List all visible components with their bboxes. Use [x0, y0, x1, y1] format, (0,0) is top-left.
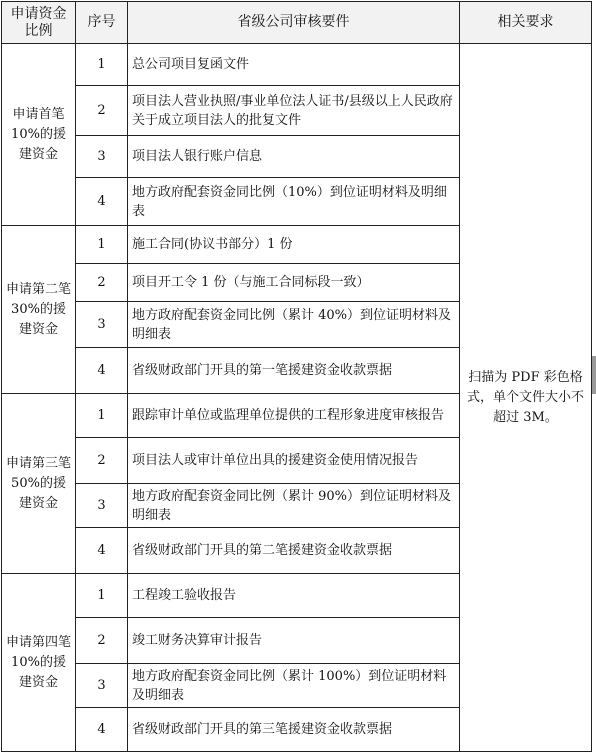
doc-cell: 项目开工令 1 份（与施工合同标段一致） [128, 264, 460, 302]
seq-cell: 2 [76, 264, 128, 302]
requirements-table [1, 1, 592, 752]
doc-cell: 竣工财务决算审计报告 [128, 618, 460, 664]
seq-cell: 4 [76, 178, 128, 226]
doc-cell: 地方政府配套资金同比例（累计 40%）到位证明材料及明细表 [128, 302, 460, 348]
seq-cell: 2 [76, 86, 128, 136]
seq-cell: 4 [76, 528, 128, 574]
requirement-cell: 扫描为 PDF 彩色格式，单个文件大小不超过 3M。 [460, 44, 592, 752]
seq-cell: 2 [76, 618, 128, 664]
seq-cell: 1 [76, 44, 128, 86]
stage-cell: 申请第三笔 50%的援建资金 [2, 394, 76, 574]
doc-cell: 省级财政部门开具的第一笔援建资金收款票据 [128, 348, 460, 394]
doc-cell: 总公司项目复函文件 [128, 44, 460, 86]
seq-cell: 1 [76, 394, 128, 438]
seq-cell: 1 [76, 226, 128, 264]
table-row [2, 44, 592, 86]
header-docs: 省级公司审核要件 [128, 2, 460, 44]
header-seq: 序号 [76, 2, 128, 44]
doc-cell: 地方政府配套资金同比例（累计 90%）到位证明材料及明细表 [128, 484, 460, 528]
doc-cell: 跟踪审计单位或监理单位提供的工程形象进度审核报告 [128, 394, 460, 438]
header-row [2, 2, 592, 44]
doc-cell: 地方政府配套资金同比例（累计 100%）到位证明材料及明细表 [128, 664, 460, 708]
seq-cell: 4 [76, 348, 128, 394]
scrollbar-thumb[interactable] [592, 356, 596, 394]
seq-cell: 3 [76, 484, 128, 528]
header-requirement: 相关要求 [460, 2, 592, 44]
seq-cell: 3 [76, 136, 128, 178]
stage-cell: 申请第四笔 10%的援建资金 [2, 574, 76, 752]
doc-cell: 项目法人或审计单位出具的援建资金使用情况报告 [128, 438, 460, 484]
doc-cell: 施工合同(协议书部分）1 份 [128, 226, 460, 264]
seq-cell: 3 [76, 664, 128, 708]
doc-cell: 项目法人银行账户信息 [128, 136, 460, 178]
seq-cell: 3 [76, 302, 128, 348]
seq-cell: 4 [76, 708, 128, 752]
stage-cell: 申请第二笔 30%的援建资金 [2, 226, 76, 394]
stage-cell: 申请首笔10%的援建资金 [2, 44, 76, 226]
doc-cell: 工程竣工验收报告 [128, 574, 460, 618]
header-ratio: 申请资金比例 [2, 2, 76, 44]
doc-cell: 省级财政部门开具的第二笔援建资金收款票据 [128, 528, 460, 574]
seq-cell: 2 [76, 438, 128, 484]
doc-cell: 地方政府配套资金同比例（10%）到位证明材料及明细表 [128, 178, 460, 226]
doc-cell: 项目法人营业执照/事业单位法人证书/县级以上人民政府关于成立项目法人的批复文件 [128, 86, 460, 136]
doc-cell: 省级财政部门开具的第三笔援建资金收款票据 [128, 708, 460, 752]
seq-cell: 1 [76, 574, 128, 618]
